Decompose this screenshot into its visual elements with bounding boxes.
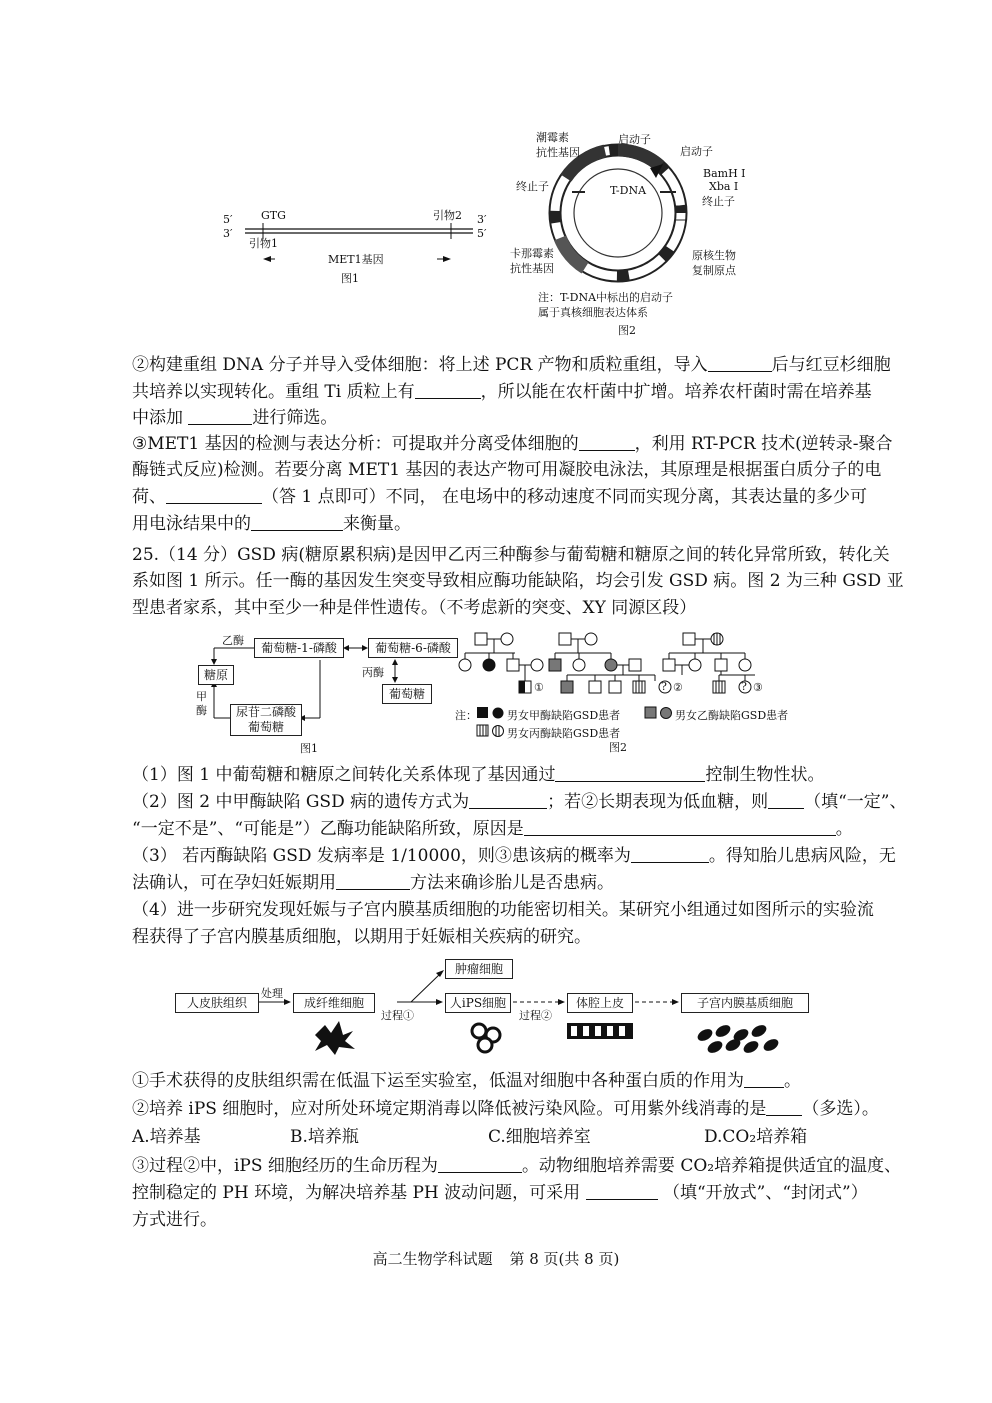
figure-met1-primers	[215, 195, 505, 290]
question-mark-3: ?	[741, 680, 747, 693]
marker-1: ①	[534, 681, 544, 694]
legend-enzyme-b: 男女乙酶缺陷GSD患者	[675, 709, 789, 722]
figure-pedigree	[455, 625, 795, 755]
endometrial-stromal-box: 子宫内膜基质细胞	[681, 993, 809, 1013]
answer-blank[interactable]	[336, 871, 410, 890]
tdna-label: T-DNA	[610, 184, 647, 197]
text-line: 系如图 1 所示。任一酶的基因发生突变导致相应酶功能缺陷，均会引发 GSD 病。图 2 为三种 GSD 亚	[132, 571, 904, 591]
figure-ti-plasmid	[500, 128, 770, 338]
answer-blank[interactable]	[555, 763, 705, 782]
coelomic-epithelium-box: 体腔上皮	[567, 993, 633, 1013]
page-footer	[0, 1248, 992, 1269]
sub-question-2: （2）图 2 中甲酶缺陷 GSD 病的遗传方式为 ；若②长期表现为低血糖，则 （填“一定”、	[132, 792, 907, 812]
strand-3-left: 3′	[223, 227, 233, 240]
text-line: ③MET1 基因的检测与表达分析：可提取并分离受体细胞的 ，利用 RT-PCR 技术(逆转录-聚合	[132, 434, 893, 454]
option-a[interactable]: A.培养基	[132, 1127, 201, 1147]
answer-blank[interactable]	[708, 353, 772, 372]
answer-blank[interactable]	[438, 1154, 522, 1173]
marker-2: ②	[673, 681, 683, 694]
terminator-left-label: 终止子	[516, 180, 549, 193]
strand-3-right: 3′	[477, 213, 487, 226]
answer-blank[interactable]	[631, 844, 709, 863]
figure-caption: 图1	[300, 742, 318, 755]
item-1: ①手术获得的皮肤组织需在低温下运至实验室，低温对细胞中各种蛋白质的作用为 。	[132, 1071, 801, 1091]
text-line: 荷、 （答 1 点即可）不同， 在电场中的移动速度不同而实现分离，其表达量的多少可	[132, 487, 868, 507]
ori-label: 原核生物 复制原点	[692, 249, 736, 277]
hygromycin-label: 潮霉素 抗性基因	[536, 131, 580, 159]
tumor-cell-box: 肿瘤细胞	[445, 959, 513, 979]
figure-caption: 图2	[609, 741, 627, 754]
text-line: 用电泳结果中的 来衡量。	[132, 514, 411, 534]
met1-gene-label: MET1基因	[328, 253, 384, 266]
answer-blank[interactable]	[188, 406, 252, 425]
legend-enzyme-c: 男女丙酶缺陷GSD患者	[507, 727, 621, 740]
g6p-box: 葡萄糖-6-磷酸	[368, 638, 458, 658]
ips-cell-box: 人iPS细胞	[445, 993, 511, 1013]
marker-3: ③	[753, 681, 763, 694]
figure-glycogen-metabolism	[190, 632, 460, 754]
enzyme-b-label: 乙酶	[222, 634, 244, 647]
kanamycin-label: 卡那霉素 抗性基因	[510, 247, 554, 275]
question-25-stem: 25.（14 分）GSD 病(糖原累积病)是因甲乙丙三种酶参与葡萄糖和糖原之间的转化异常所致，转化关	[132, 545, 890, 565]
figure-caption: 图2	[618, 324, 636, 337]
xbai-label: Xba Ⅰ	[709, 180, 739, 193]
answer-blank[interactable]	[166, 485, 262, 504]
answer-blank[interactable]	[415, 380, 481, 399]
text-line: 中添加 进行筛选。	[132, 408, 338, 428]
legend-enzyme-a: 男女甲酶缺陷GSD患者	[507, 709, 621, 722]
figure-caption: 图1	[341, 272, 359, 285]
udpg-box: 尿苷二磷酸 葡萄糖	[230, 704, 302, 736]
bamhi-label: BamH Ⅰ	[703, 167, 746, 180]
question-mark-2: ?	[661, 680, 667, 693]
text-line: 程获得了子宫内膜基质细胞，以期用于妊娠相关疾病的研究。	[132, 927, 591, 947]
process-1-label: 过程①	[381, 1009, 414, 1022]
skin-tissue-box: 人皮肤组织	[175, 993, 259, 1013]
answer-blank[interactable]	[768, 790, 804, 809]
item-2: ②培养 iPS 细胞时，应对所处环境定期消毒以降低被污染风险。可用紫外线消毒的是 （多选）。	[132, 1099, 879, 1119]
answer-blank[interactable]	[469, 790, 547, 809]
legend-note: 注：	[455, 709, 477, 722]
enzyme-a-label: 甲酶	[196, 690, 207, 717]
footer-page: 第 8 页(共 8 页)	[509, 1250, 620, 1268]
text-line: 方式进行。	[132, 1210, 217, 1230]
text-line: 共培养以实现转化。重组 Ti 质粒上有 ，所以能在农杆菌中扩增。培养农杆菌时需在培养基	[132, 382, 872, 402]
text-line: 控制稳定的 PH 环境，为解决培养基 PH 波动问题，可采用 （填“开放式”、“封闭式”）	[132, 1183, 868, 1203]
answer-blank[interactable]	[766, 1097, 802, 1116]
sub-question-4: （4）进一步研究发现妊娠与子宫内膜基质细胞的功能密切相关。某研究小组通过如图所示的实验流	[132, 900, 874, 920]
answer-blank[interactable]	[524, 817, 836, 836]
option-d[interactable]: D.CO₂培养箱	[704, 1127, 808, 1147]
g1p-box: 葡萄糖-1-磷酸	[254, 638, 344, 658]
text-line: “一定不是”、“可能是”）乙酶功能缺陷所致，原因是 。	[132, 819, 853, 839]
answer-blank[interactable]	[586, 1181, 658, 1200]
treatment-label: 处理	[261, 987, 283, 1000]
item-3: ③过程②中，iPS 细胞经历的生命历程为 。动物细胞培养需要 CO₂培养箱提供适宜的温度、	[132, 1156, 902, 1176]
option-c[interactable]: C.细胞培养室	[488, 1127, 591, 1147]
primer2-label: 引物2	[433, 209, 462, 222]
gtg-label: GTG	[261, 209, 286, 222]
answer-blank[interactable]	[744, 1069, 784, 1088]
option-b[interactable]: B.培养瓶	[290, 1127, 359, 1147]
figure-cell-flow	[175, 955, 815, 1060]
footer-subject: 高二生物学科试题	[372, 1250, 493, 1268]
plasmid-note: 注：T-DNA中标出的启动子 属于真核细胞表达体系	[538, 291, 674, 319]
promoter-label-2: 启动子	[680, 145, 713, 158]
glycogen-box: 糖原	[198, 665, 234, 685]
answer-blank[interactable]	[251, 512, 343, 531]
strand-5-left: 5′	[223, 213, 233, 226]
fibroblast-box: 成纤维细胞	[293, 993, 375, 1013]
terminator-right-label: 终止子	[702, 195, 735, 208]
process-2-label: 过程②	[519, 1009, 552, 1022]
strand-5-right: 5′	[477, 227, 487, 240]
sub-question-3: （3） 若丙酶缺陷 GSD 发病率是 1/10000，则③患该病的概率为 。得知胎儿患病风险，无	[132, 846, 896, 866]
enzyme-c-label: 丙酶	[362, 666, 384, 679]
text-line: ②构建重组 DNA 分子并导入受体细胞：将上述 PCR 产物和质粒重组，导入 后与红豆杉细胞	[132, 355, 891, 375]
text-line: 型患者家系，其中至少一种是伴性遗传。（不考虑新的突变、XY 同源区段）	[132, 598, 697, 618]
answer-blank[interactable]	[579, 432, 635, 451]
primer1-label: 引物1	[249, 237, 278, 250]
glucose-box: 葡萄糖	[382, 684, 432, 704]
text-line: 酶链式反应)检测。若要分离 MET1 基因的表达产物可用凝胶电泳法，其原理是根据蛋白质分子的电	[132, 460, 882, 480]
text-line: 法确认，可在孕妇妊娠期用 方法来确诊胎儿是否患病。	[132, 873, 614, 893]
promoter-label-1: 启动子	[618, 133, 651, 146]
sub-question-1: （1）图 1 中葡萄糖和糖原之间转化关系体现了基因通过 控制生物性状。	[132, 765, 825, 785]
